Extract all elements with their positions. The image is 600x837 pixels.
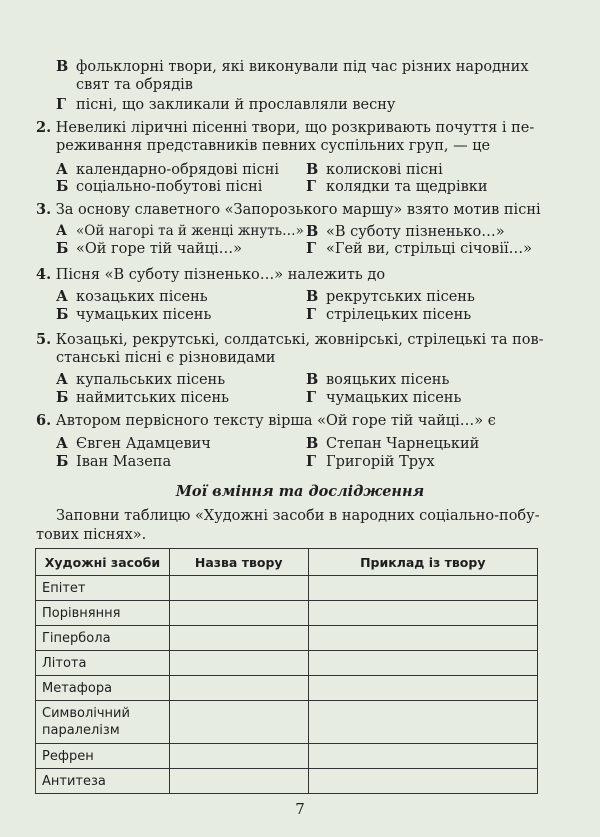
- table-row: [36, 651, 538, 676]
- artistic-devices-table: [35, 548, 538, 794]
- row-label: Метафора: [36, 676, 170, 701]
- cell-example[interactable]: [308, 576, 537, 601]
- cell-work-title[interactable]: [169, 601, 308, 626]
- q2-option-b: Б соціально-побутові пісні: [56, 178, 263, 195]
- q6-option-b: Б Іван Мазепа: [56, 453, 172, 470]
- q3-option-a: А «Ой нагорі та й женці жнуть…»: [56, 223, 304, 239]
- cell-example[interactable]: [308, 744, 537, 769]
- cell-work-title[interactable]: [169, 626, 308, 651]
- q5-option-g: Г чумацьких пісень: [306, 389, 462, 406]
- cell-example[interactable]: [308, 651, 537, 676]
- table-row: [36, 601, 538, 626]
- question-2-line-1: 2. Невеликі ліричні пісенні твори, що розкривають почуття і пе-: [36, 119, 535, 136]
- table-row: [36, 744, 538, 769]
- q2-option-g: Г колядки та щедрівки: [306, 178, 488, 195]
- section-title: Мої вміння та дослідження: [175, 483, 425, 500]
- option-g-top: Г пісні, що закликали й прославляли весну: [56, 96, 396, 113]
- question-2-line-2: реживання представників певних суспільних груп, — це: [56, 138, 491, 154]
- question-6: 6. Автором первісного тексту вірша «Ой горе тій чайці…» є: [36, 412, 496, 429]
- q2-option-a: А календарно-обрядові пісні: [56, 161, 279, 178]
- q3-option-g: Г «Гей ви, стрільці січовії…»: [306, 240, 532, 257]
- cell-work-title[interactable]: [169, 676, 308, 701]
- q6-option-v: В Степан Чарнецький: [306, 435, 480, 452]
- q5-option-v: В вояцьких пісень: [306, 371, 450, 388]
- row-label: Літота: [36, 651, 170, 676]
- question-3: 3. За основу славетного «Запорозького маршу» взято мотив пісні: [36, 201, 541, 218]
- table-row: [36, 576, 538, 601]
- cell-work-title[interactable]: [169, 651, 308, 676]
- q4-option-a: А козацьких пісень: [56, 288, 208, 305]
- row-label: Епітет: [36, 576, 170, 601]
- header-example: Приклад із твору: [308, 549, 537, 576]
- row-label: Символічний паралелізм: [36, 701, 170, 744]
- cell-work-title[interactable]: [169, 701, 308, 744]
- cell-example[interactable]: [308, 626, 537, 651]
- table-row: [36, 769, 538, 794]
- row-label: Антитеза: [36, 769, 170, 794]
- question-5-line-2: станські пісні є різновидами: [56, 350, 276, 366]
- q6-option-g: Г Григорій Трух: [306, 453, 435, 470]
- q3-option-b: Б «Ой горе тій чайці…»: [56, 240, 242, 257]
- q2-option-v: В колискові пісні: [306, 161, 443, 178]
- question-4: 4. Пісня «В суботу пізненько…» належить до: [36, 266, 386, 283]
- cell-example[interactable]: [308, 676, 537, 701]
- row-label: Рефрен: [36, 744, 170, 769]
- cell-example[interactable]: [308, 601, 537, 626]
- q4-option-g: Г стрілецьких пісень: [306, 306, 472, 323]
- cell-work-title[interactable]: [169, 769, 308, 794]
- q5-option-b: Б наймитських пісень: [56, 389, 230, 406]
- q5-option-a: А купальських пісень: [56, 371, 226, 388]
- cell-example[interactable]: [308, 701, 537, 744]
- q4-option-b: Б чумацьких пісень: [56, 306, 212, 323]
- header-work-title: Назва твору: [169, 549, 308, 576]
- cell-example[interactable]: [308, 769, 537, 794]
- q3-option-v: В «В суботу пізненько…»: [306, 223, 505, 240]
- task-line-2: тових піснях».: [36, 527, 147, 543]
- row-label: Гіпербола: [36, 626, 170, 651]
- page-number: 7: [295, 800, 305, 818]
- cell-work-title[interactable]: [169, 576, 308, 601]
- option-v-top-cont: свят та обрядів: [76, 77, 193, 93]
- table-row: [36, 676, 538, 701]
- option-v-top: В фольклорні твори, які виконували під час різних народних: [56, 58, 529, 75]
- header-devices: Художні засоби: [36, 549, 170, 576]
- cell-work-title[interactable]: [169, 744, 308, 769]
- row-label: Порівняння: [36, 601, 170, 626]
- q6-option-a: А Євген Адамцевич: [56, 435, 211, 452]
- table-row: [36, 701, 538, 744]
- task-line-1: Заповни таблицю «Художні засоби в народних соціально-побу-: [56, 508, 540, 524]
- table-row: [36, 626, 538, 651]
- q4-option-v: В рекрутських пісень: [306, 288, 475, 305]
- table-header-row: [36, 549, 538, 576]
- question-5-line-1: 5. Козацькі, рекрутські, солдатські, жовнірські, стрілецькі та пов-: [36, 331, 544, 348]
